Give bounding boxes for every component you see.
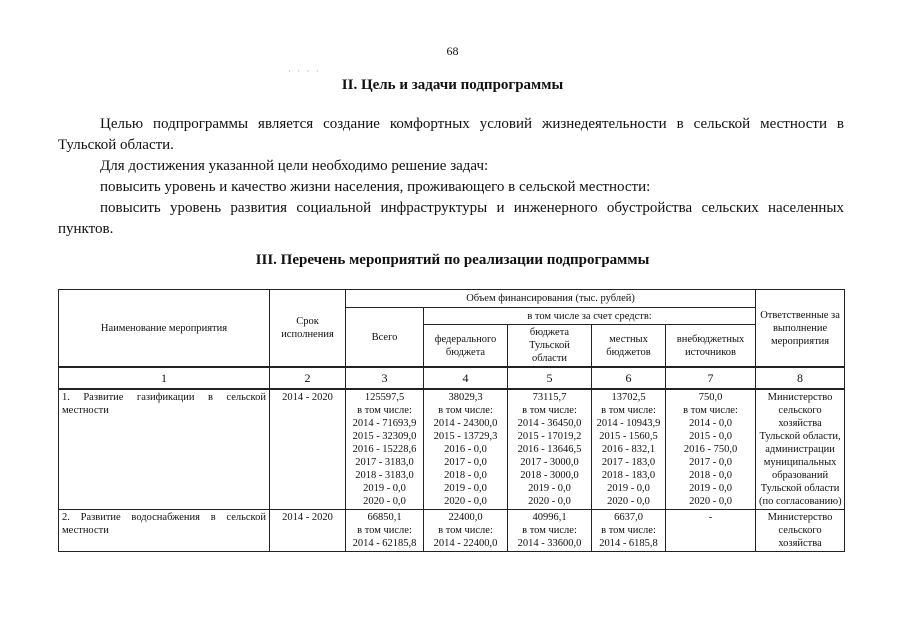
cell-line: 2014 - 36450,0: [517, 418, 582, 429]
cell-line: в том числе:: [438, 525, 493, 536]
col-number: 2: [270, 367, 346, 389]
cell-line: 2014 - 22400,0: [433, 538, 498, 549]
cell-line: 2014 - 0,0: [689, 418, 732, 429]
cell-line: 2020 - 0,0: [444, 496, 487, 507]
header-name: Наименование мероприятия: [59, 290, 270, 368]
cell-line: сельского: [778, 405, 822, 416]
cell-line: 40996,1: [532, 512, 567, 523]
cell-line: сельского: [778, 525, 822, 536]
cell-line: в том числе:: [357, 405, 412, 416]
cell-line: 2016 - 15228,6: [352, 444, 417, 455]
cell-line: 22400,0: [448, 512, 483, 523]
cell-line: в том числе:: [522, 525, 577, 536]
cell-line: 2015 - 1560,5: [599, 431, 658, 442]
cell-line: 2018 - 3000,0: [520, 470, 579, 481]
cell-line: 2015 - 32309,0: [352, 431, 417, 442]
cell-line: 2014 - 24300,0: [433, 418, 498, 429]
cell-line: 2017 - 3183,0: [355, 457, 414, 468]
cell-line: в том числе:: [601, 525, 656, 536]
cell-line: 6637,0: [614, 512, 643, 523]
header-regional: бюджета Тульской области: [508, 325, 592, 368]
cell-line: 2015 - 13729,3: [433, 431, 498, 442]
cell-line: 13702,5: [611, 392, 646, 403]
cell-line: 2019 - 0,0: [363, 483, 406, 494]
cell-line: 73115,7: [532, 392, 567, 403]
cell-line: 2016 - 13646,5: [517, 444, 582, 455]
cell-line: Тульской области: [760, 483, 840, 494]
table-row: [59, 510, 845, 552]
cell-line: 2015 - 0,0: [689, 431, 732, 442]
header-total: Всего: [346, 308, 424, 368]
header-federal: федерального бюджета: [424, 325, 508, 368]
cell-line: 2020 - 0,0: [689, 496, 732, 507]
cell-line: 2016 - 750,0: [683, 444, 738, 455]
cell-line: 2017 - 183,0: [601, 457, 656, 468]
cell-line: 2018 - 0,0: [689, 470, 732, 481]
cell-line: хозяйства: [778, 418, 822, 429]
cell-line: 2018 - 0,0: [444, 470, 487, 481]
cell-line: 2020 - 0,0: [363, 496, 406, 507]
cell-line: 2014 - 33600,0: [517, 538, 582, 549]
extra-amounts: [666, 389, 756, 510]
responsible-party: [756, 510, 845, 552]
col-number: 5: [508, 367, 592, 389]
col-number: 7: [666, 367, 756, 389]
col-number: 1: [59, 367, 270, 389]
cell-line: -: [708, 512, 713, 523]
cell-line: 2019 - 0,0: [444, 483, 487, 494]
responsible-party: [756, 389, 845, 510]
cell-line: 125597,5: [364, 392, 405, 403]
cell-line: 2016 - 832,1: [601, 444, 656, 455]
cell-line: 2017 - 0,0: [444, 457, 487, 468]
cell-line: 2020 - 0,0: [528, 496, 571, 507]
cell-line: 2019 - 0,0: [607, 483, 650, 494]
total-amounts: [346, 389, 424, 510]
section-2-title: II. Цель и задачи подпрограммы: [341, 77, 564, 93]
cell-line: 2018 - 183,0: [601, 470, 656, 481]
local-amounts: [592, 389, 666, 510]
col-number: 6: [592, 367, 666, 389]
header-local: местных бюджетов: [592, 325, 666, 368]
extra-amounts: [666, 510, 756, 552]
col-number: 3: [346, 367, 424, 389]
page-number: 68: [446, 44, 459, 58]
cell-line: Министерство: [767, 512, 833, 523]
cell-line: 66850,1: [367, 512, 402, 523]
cell-line: образований: [771, 470, 829, 481]
measures-table: [58, 289, 845, 552]
paragraph-goal: Целью подпрограммы является создание комфортных условий жизнедеятельности в сельской местности в Тульской области.: [58, 116, 844, 153]
header-funding: Объем финансирования (тыс. рублей): [346, 290, 756, 308]
cell-line: в том числе:: [438, 405, 493, 416]
cell-line: (по согласованию): [759, 496, 842, 507]
measure-name: 2. Развитие водоснабжения в сельской местности: [59, 510, 270, 552]
cell-line: 2014 - 62185,8: [352, 538, 417, 549]
table-row: [59, 389, 845, 510]
cell-line: в том числе:: [522, 405, 577, 416]
measure-term: 2014 - 2020: [270, 510, 346, 552]
header-extra: внебюджетных источников: [666, 325, 756, 368]
cell-line: хозяйства: [778, 538, 822, 549]
federal-amounts: [424, 389, 508, 510]
column-number-row: [59, 367, 845, 389]
header-term: Срок исполнения: [270, 290, 346, 368]
cell-line: 2017 - 0,0: [689, 457, 732, 468]
federal-amounts: [424, 510, 508, 552]
header-responsible: Ответственные за выполнение мероприятия: [756, 290, 845, 368]
cell-line: муниципальных: [763, 457, 837, 468]
paragraph-tasks-intro: Для достижения указанной цели необходимо решение задач:: [100, 158, 489, 174]
cell-line: Тульской области,: [759, 431, 841, 442]
cell-line: 2015 - 17019,2: [517, 431, 582, 442]
cell-line: в том числе:: [357, 525, 412, 536]
local-amounts: [592, 510, 666, 552]
cell-line: 2014 - 71693,9: [352, 418, 417, 429]
cell-line: Министерство: [767, 392, 833, 403]
paragraph-task-2: повысить уровень развития социальной инфраструктуры и инженерного обустройства сельских населенных пунктов.: [58, 200, 844, 237]
col-number: 4: [424, 367, 508, 389]
total-amounts: [346, 510, 424, 552]
col-number: 8: [756, 367, 845, 389]
cell-line: 2019 - 0,0: [528, 483, 571, 494]
paragraph-task-1: повысить уровень и качество жизни населения, проживающего в сельской местности:: [100, 179, 651, 195]
cell-line: 2017 - 3000,0: [520, 457, 579, 468]
cell-line: 2020 - 0,0: [607, 496, 650, 507]
cell-line: 2016 - 0,0: [444, 444, 487, 455]
cell-line: в том числе:: [601, 405, 656, 416]
cell-line: 2014 - 10943,9: [596, 418, 661, 429]
cell-line: 2018 - 3183,0: [355, 470, 414, 481]
measure-name: 1. Развитие газификации в сельской местности: [59, 389, 270, 510]
cell-line: 750,0: [698, 392, 723, 403]
regional-amounts: [508, 389, 592, 510]
cell-line: в том числе:: [683, 405, 738, 416]
scan-specks: · · · ·: [288, 66, 321, 76]
header-row-1: [59, 290, 845, 308]
measure-term: 2014 - 2020: [270, 389, 346, 510]
regional-amounts: [508, 510, 592, 552]
cell-line: администрации: [765, 444, 835, 455]
cell-line: 2019 - 0,0: [689, 483, 732, 494]
cell-line: 2014 - 6185,8: [599, 538, 658, 549]
cell-line: 38029,3: [448, 392, 483, 403]
header-including: в том числе за счет средств:: [424, 308, 756, 325]
section-3-title: III. Перечень мероприятий по реализации подпрограммы: [255, 252, 650, 268]
section-2-body: [58, 114, 844, 240]
